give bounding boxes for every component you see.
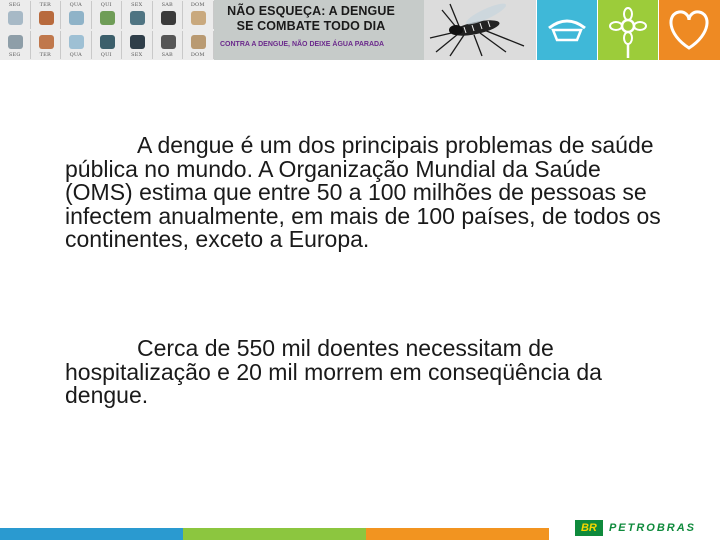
statistics-paragraph [65,337,665,408]
weekday-label: QUA [69,52,82,58]
calendar-cell [92,31,123,59]
calendar-cell [122,1,153,29]
paragraph-text: Cerca de 550 mil doentes necessitam de hospitalização e 20 mil morrem em conseqüência da dengue. [65,335,602,408]
slogan-line-3: CONTRA A DENGUE, NÃO DEIXE ÁGUA PARADA [220,41,385,48]
jar-icon [191,11,206,25]
weekday-calendar [0,0,215,60]
tire-icon [161,11,176,25]
calendar-cell [153,31,184,59]
container-icon [8,35,23,49]
weekday-label: SAB [161,52,173,58]
footer-stripe-blue [0,528,183,540]
calendar-cell [92,1,123,29]
calendar-cell [61,1,92,29]
mosquito-image [424,0,536,60]
tire-icon [161,35,176,49]
plant-pot-icon [39,35,54,49]
bottles-icon [69,35,84,49]
calendar-row-top [0,1,214,29]
bucket-icon [130,11,145,25]
calendar-cell [0,1,31,29]
calendar-cell [0,31,31,59]
plant-icon [100,11,115,25]
weekday-label: DOM [190,2,205,8]
top-banner [0,0,720,60]
weekday-label: QUI [100,2,112,8]
weekday-label: TER [39,2,51,8]
calendar-cell [61,31,92,59]
intro-paragraph [65,134,665,252]
flower-tile [598,0,658,60]
weekday-label: SAB [161,2,173,8]
slogan-line-1: NÃO ESQUEÇA: A DENGUE [227,4,395,18]
bucket-icon [100,35,115,49]
calendar-row-bottom [0,31,214,59]
drum-icon [130,35,145,49]
jar-icon [191,35,206,49]
plant-pot-icon [39,11,54,25]
weekday-label: TER [39,52,51,58]
weekday-label: QUI [100,52,112,58]
paragraph-text: A dengue é um dos principais problemas de saúde pública no mundo. A Organização Mundial da Saúde (OMS) estima que entre 50 a 100 milhões de pessoas se infectem anualmente, em mais de 100 países, de todos os continentes, exceto a Europa. [65,132,661,252]
brand-name: PETROBRAS [608,522,696,534]
calendar-cell [183,1,214,29]
footer-stripe-orange [366,528,549,540]
footer-stripe-green [183,528,366,540]
petrobras-logo [575,520,696,536]
container-icon [8,11,23,25]
weekday-label: SEX [131,52,143,58]
calendar-cell [183,31,214,59]
calendar-cell [31,1,62,29]
calendar-cell [153,1,184,29]
campaign-slogan [214,0,424,60]
weekday-label: SEX [131,2,143,8]
calendar-cell [122,31,153,59]
weekday-label: SEG [8,2,21,8]
heart-tile [659,0,720,60]
weekday-label: DOM [190,52,205,58]
slogan-line-2: SE COMBATE TODO DIA [236,19,386,33]
calendar-cell [31,31,62,59]
sanitation-tile [537,0,597,60]
weekday-label: QUA [69,2,82,8]
weekday-label: SEG [8,52,21,58]
bottles-icon [69,11,84,25]
br-badge: BR [575,520,603,536]
